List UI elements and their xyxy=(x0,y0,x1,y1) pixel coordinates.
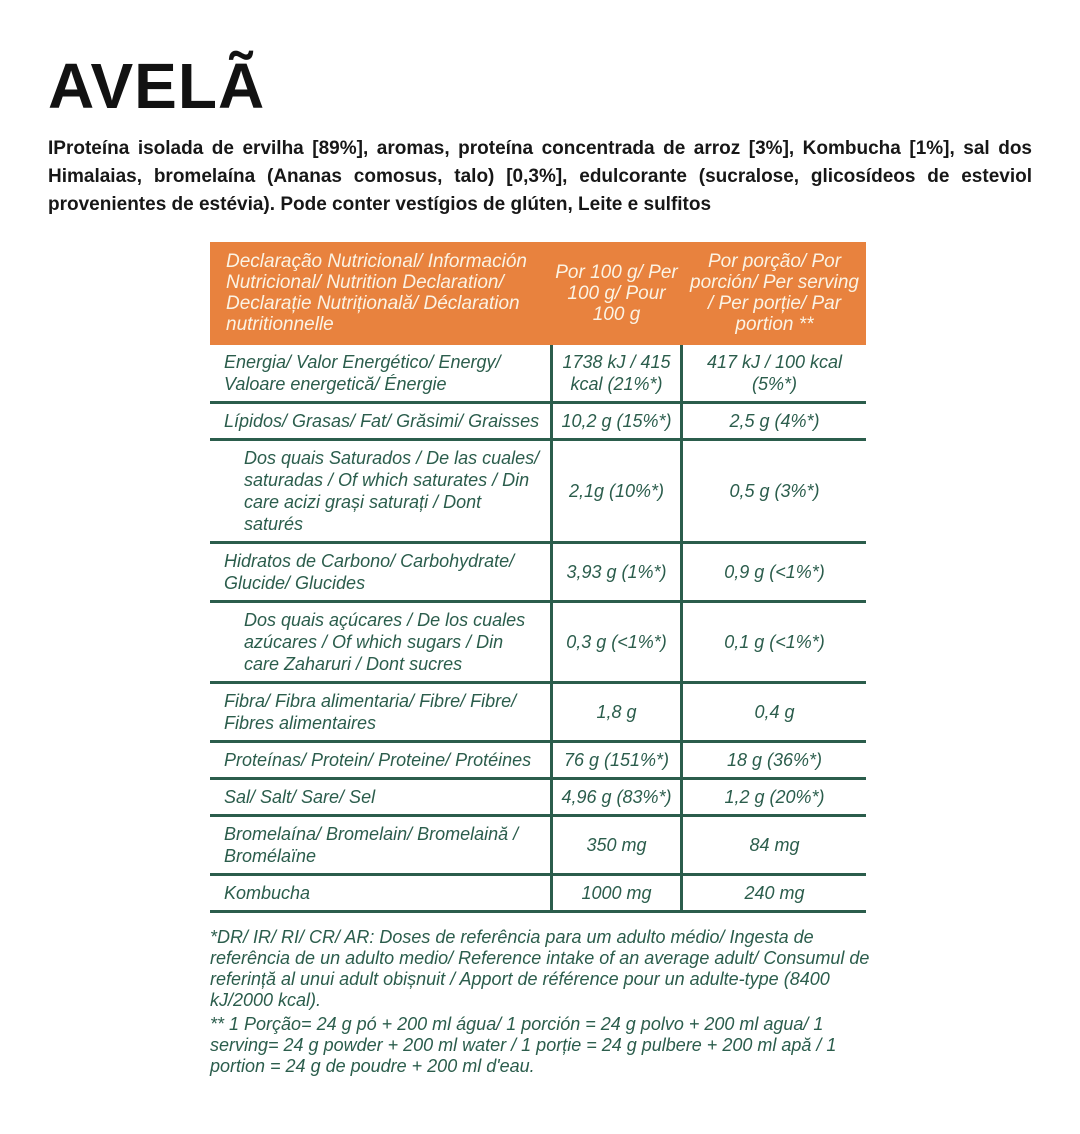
nutrition-table xyxy=(210,242,866,913)
table-row-energy xyxy=(210,345,866,404)
row-label: Sal/ Salt/ Sare/ Sel xyxy=(224,787,376,807)
per-100g-value: 350 mg xyxy=(550,817,683,873)
per-portion-value: 417 kJ / 100 kcal (5%*) xyxy=(706,352,843,394)
header-declaration-column: Declaração Nutricional/ Información Nutricional/ Nutrition Declaration/ Declarație Nutrițională/ Déclaration nutritionnelle xyxy=(226,251,527,335)
per-portion-value: 18 g (36%*) xyxy=(726,750,823,770)
per-100g-value: 1,8 g xyxy=(550,684,683,740)
per-100g-value: 10,2 g (15%*) xyxy=(550,404,683,438)
table-row-carbohydrate xyxy=(210,544,866,603)
footnote-reference-intake: *DR/ IR/ RI/ CR/ AR: Doses de referência para um adulto médio/ Ingesta de referência de un adulto medio/ Reference intake of an average adult/ Consumul de referință al unui adult obișnuit / Apport de référence pour un adulte-type (8400 kJ/2000 kcal). xyxy=(210,927,870,1010)
per-100g-value: 1000 mg xyxy=(550,876,683,910)
per-portion-value: 2,5 g (4%*) xyxy=(729,411,820,431)
table-row-saturates xyxy=(210,441,866,544)
per-100g-value: 76 g (151%*) xyxy=(550,743,683,777)
ingredients-paragraph: IProteína isolada de ervilha [89%], aromas, proteína concentrada de arroz [3%], Kombucha [1%], sal dos Himalaias, bromelaína (Ananas comosus, talo) [0,3%], edulcorante (sucralose, glicosídeos de esteviol provenientes de estévia). Pode conter vestígios de glúten, Leite e sulfitos xyxy=(48,138,1032,215)
nutrition-table-header xyxy=(210,242,866,345)
per-100g-value: 2,1g (10%*) xyxy=(550,441,683,541)
per-100g-value: 3,93 g (1%*) xyxy=(550,544,683,600)
table-row-salt xyxy=(210,780,866,817)
product-title: AVELÃ xyxy=(48,50,266,122)
table-row-protein xyxy=(210,743,866,780)
row-label: Fibra/ Fibra alimentaria/ Fibre/ Fibre/ Fibres alimentaires xyxy=(224,691,517,733)
per-100g-value: 4,96 g (83%*) xyxy=(550,780,683,814)
footnotes xyxy=(210,927,882,1077)
row-label: Energia/ Valor Energético/ Energy/ Valoare energetică/ Énergie xyxy=(224,352,501,394)
per-portion-value: 0,4 g xyxy=(754,702,795,722)
per-portion-value: 84 mg xyxy=(749,835,800,855)
table-row-fibre xyxy=(210,684,866,743)
header-per-100g-column: Por 100 g/ Per 100 g/ Pour 100 g xyxy=(555,261,678,325)
header-per-portion-column: Por porção/ Por porción/ Per serving / Per porție/ Par portion ** xyxy=(690,251,859,335)
table-row-kombucha xyxy=(210,876,866,913)
per-100g-value: 0,3 g (<1%*) xyxy=(550,603,683,681)
row-label: Lípidos/ Grasas/ Fat/ Grăsimi/ Graisses xyxy=(224,411,540,431)
row-label: Proteínas/ Protein/ Proteine/ Protéines xyxy=(224,750,532,770)
per-portion-value: 0,9 g (<1%*) xyxy=(724,562,825,582)
table-row-bromelain xyxy=(210,817,866,876)
per-portion-value: 0,1 g (<1%*) xyxy=(724,632,825,652)
footnote-serving-size: ** 1 Porção= 24 g pó + 200 ml água/ 1 porción = 24 g polvo + 200 ml agua/ 1 serving= 24 g powder + 200 ml water / 1 porție = 24 g pulbere + 200 ml apă / 1 portion = 24 g de poudre + 200 ml d'eau. xyxy=(210,1014,837,1076)
per-portion-value: 240 mg xyxy=(744,883,805,903)
row-label: Dos quais açúcares / De los cuales azúcares / Of which sugars / Din care Zaharuri / Dont sucres xyxy=(244,610,526,674)
row-label: Kombucha xyxy=(224,883,311,903)
per-portion-value: 0,5 g (3%*) xyxy=(729,481,820,501)
table-row-sugars xyxy=(210,603,866,684)
row-label: Hidratos de Carbono/ Carbohydrate/ Glucide/ Glucides xyxy=(224,551,515,593)
per-100g-value: 1738 kJ / 415 kcal (21%*) xyxy=(550,345,683,401)
row-label: Dos quais Saturados / De las cuales/ saturadas / Of which saturates / Din care acizi grași saturați / Dont saturés xyxy=(244,448,540,534)
per-portion-value: 1,2 g (20%*) xyxy=(724,787,825,807)
table-row-fat xyxy=(210,404,866,441)
row-label: Bromelaína/ Bromelain/ Bromelaină / Bromélaïne xyxy=(224,824,519,866)
